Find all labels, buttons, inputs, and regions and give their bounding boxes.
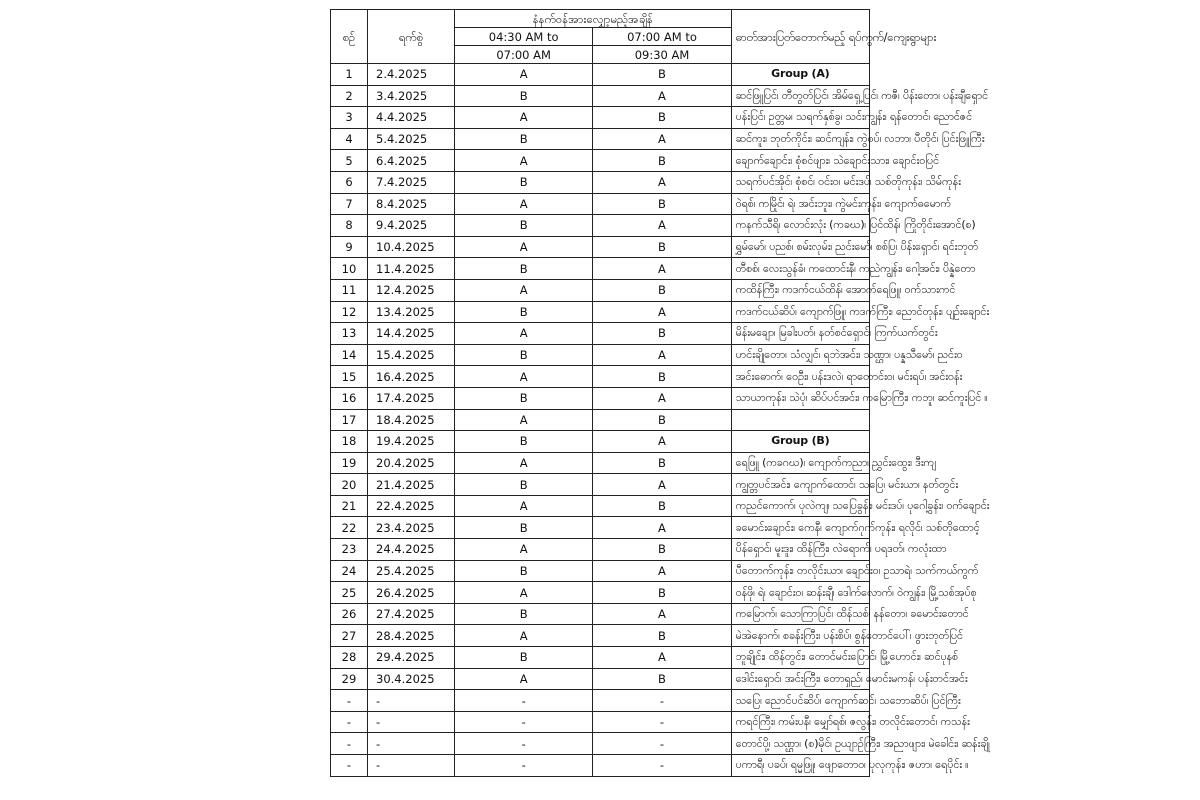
row-date-cell: -: [368, 690, 455, 712]
row-date-cell: 15.4.2025: [368, 344, 455, 366]
row-slot1-cell: A: [455, 64, 593, 86]
row-area-cell: ခမောင်းချောင်း၊ ကေနီ၊ ကျောက်ဂုက်ကုန်း၊ ရလိုင်၊ သစ်တိုထောင့်: [731, 517, 869, 539]
row-slot1-cell: A: [455, 236, 593, 258]
row-area-cell: Group (B): [731, 431, 869, 453]
table-row: [331, 107, 870, 129]
row-no-cell: 7: [331, 193, 368, 215]
row-no-cell: 3: [331, 107, 368, 129]
row-slot2-cell: B: [593, 64, 731, 86]
table-row: [331, 668, 870, 690]
row-slot1-cell: A: [455, 279, 593, 301]
row-slot1-cell: A: [455, 150, 593, 172]
header-no: စဉ်: [331, 10, 368, 64]
row-no-cell: 2: [331, 85, 368, 107]
row-slot1-cell: A: [455, 193, 593, 215]
row-area-cell: အင်းဓောက်၊ ဝေဦး၊ ပန်းဒလဲ၊ ရာတောင်းဝ၊ မင်းရပ်၊ အင်းဝန်း: [731, 366, 869, 388]
row-slot1-cell: B: [455, 85, 593, 107]
row-slot2-cell: -: [593, 733, 731, 755]
header-slot2-line2: 09:30 AM: [593, 46, 731, 64]
row-slot1-cell: A: [455, 625, 593, 647]
row-date-cell: 29.4.2025: [368, 647, 455, 669]
row-area-cell: ရေဖြူ (ကခဂဃ)၊ ကျောက်ကညာ၊ ညွှင်းထွေး၊ ဒီးကျ: [731, 452, 869, 474]
table-row: [331, 150, 870, 172]
row-no-cell: 15: [331, 366, 368, 388]
row-area-cell: သပြေ၊ ညောင်ပင်ဆိပ်၊ ကျောက်ဆင်၊ သဘောဆိပ်၊ ပြင်ကြီး: [731, 690, 869, 712]
row-date-cell: 3.4.2025: [368, 85, 455, 107]
row-area-cell: ပကာရီ၊ ပခပ်၊ ရမ္မဖြူ၊ ဖျောတောဝ၊ ပုလုကုန်း၊ ဇဟာ၊ ရေပိုင်း ။: [731, 755, 869, 777]
row-no-cell: 8: [331, 215, 368, 237]
row-date-cell: 8.4.2025: [368, 193, 455, 215]
row-date-cell: 18.4.2025: [368, 409, 455, 431]
document-page: [300, 0, 990, 800]
row-slot2-cell: B: [593, 668, 731, 690]
table-row: [331, 711, 870, 733]
table-row: [331, 215, 870, 237]
row-slot1-cell: B: [455, 215, 593, 237]
row-no-cell: 26: [331, 603, 368, 625]
row-slot2-cell: A: [593, 647, 731, 669]
row-date-cell: 13.4.2025: [368, 301, 455, 323]
row-area-cell: ဝဲရစ်၊ ကမြိုင်၊ ရဲ၊ အင်းဘူး၊ ကွဲမင်းကုန်း၊ ကျောက်ဓမောက်: [731, 193, 869, 215]
row-slot2-cell: B: [593, 409, 731, 431]
row-no-cell: 28: [331, 647, 368, 669]
row-no-cell: 12: [331, 301, 368, 323]
row-no-cell: 1: [331, 64, 368, 86]
row-date-cell: 2.4.2025: [368, 64, 455, 86]
row-slot1-cell: A: [455, 539, 593, 561]
row-date-cell: 11.4.2025: [368, 258, 455, 280]
row-slot1-cell: -: [455, 711, 593, 733]
row-slot1-cell: A: [455, 366, 593, 388]
row-slot2-cell: B: [593, 323, 731, 345]
row-date-cell: -: [368, 733, 455, 755]
row-slot1-cell: B: [455, 344, 593, 366]
row-slot2-cell: A: [593, 474, 731, 496]
row-date-cell: 9.4.2025: [368, 215, 455, 237]
row-no-cell: -: [331, 755, 368, 777]
row-area-cell: တီစစ်၊ လေးသွန်ခံ၊ ကထောင်းနီ၊ ကညဲကျွန်း၊ ဂေါ့အင်း၊ ပိန္နဲတော: [731, 258, 869, 280]
row-area-cell: ကျွတ္တပင်အင်း၊ ကျောက်ထောင်၊ သပြေ၊ မင်းယာ၊ နတ်တွင်း: [731, 474, 869, 496]
row-slot1-cell: A: [455, 495, 593, 517]
row-no-cell: -: [331, 690, 368, 712]
table-row: [331, 647, 870, 669]
row-slot1-cell: -: [455, 733, 593, 755]
row-no-cell: 22: [331, 517, 368, 539]
row-no-cell: 9: [331, 236, 368, 258]
row-no-cell: 13: [331, 323, 368, 345]
row-no-cell: 10: [331, 258, 368, 280]
row-area-cell: သာယာကုန်း၊ သဲပုံ၊ ဆိပ်ပင်အင်း၊ ကမြောကြီး၊ ကဘူ၊ ဆင်ကူးပြင် ။: [731, 387, 869, 409]
row-area-cell: ကထိန်ကြီး၊ ကဒက်ငယ်ထိန်၊ အောက်ရေဖြူ၊ ဝက်သားကင်: [731, 279, 869, 301]
row-no-cell: -: [331, 733, 368, 755]
row-slot1-cell: B: [455, 474, 593, 496]
row-slot2-cell: B: [593, 625, 731, 647]
row-slot1-cell: B: [455, 431, 593, 453]
row-date-cell: 24.4.2025: [368, 539, 455, 561]
row-slot1-cell: A: [455, 582, 593, 604]
row-no-cell: 5: [331, 150, 368, 172]
row-area-cell: ပီတောက်ကုန်း၊ တလိုင်းယာ၊ ချောင်းဝ၊ ဥသာရဲ၊ သက်ကယ်ကွက်: [731, 560, 869, 582]
row-slot2-cell: -: [593, 690, 731, 712]
row-area-cell: ကမြောက်၊ သောကြာပြင်၊ ထိန်သစ်၊ နန်တော၊ ခမောင်းတောင်: [731, 603, 869, 625]
table-row: [331, 344, 870, 366]
table-row: [331, 495, 870, 517]
table-row: [331, 193, 870, 215]
table-row: [331, 258, 870, 280]
row-date-cell: 28.4.2025: [368, 625, 455, 647]
row-slot1-cell: B: [455, 301, 593, 323]
row-date-cell: 17.4.2025: [368, 387, 455, 409]
row-slot2-cell: A: [593, 128, 731, 150]
table-row: [331, 733, 870, 755]
header-slot1-line2: 07:00 AM: [455, 46, 593, 64]
row-no-cell: 6: [331, 171, 368, 193]
row-area-cell: ပိန်ရှောင်၊ မူးဒူး၊ ထိန်ကြီး၊ လဲရောက်၊ ပရဒတ်၊ ကလုံးထာ: [731, 539, 869, 561]
row-area-cell: ကနက်သီရိ၊ လောင်းလုံး (ကခဃ)၊ ပြင်ထိန်၊ ကြိုတိုင်းအောင်(စ): [731, 215, 869, 237]
row-no-cell: -: [331, 711, 368, 733]
row-no-cell: 20: [331, 474, 368, 496]
table-row: [331, 690, 870, 712]
row-area-cell: သရက်ပင်အိုင်၊ စုံစင်၊ ဝင်းဝ၊ မင်းဒပ်၊ သစ်တိုကုန်း၊ သိမ်ကုန်း: [731, 171, 869, 193]
table-row: [331, 387, 870, 409]
row-no-cell: 23: [331, 539, 368, 561]
row-slot2-cell: A: [593, 215, 731, 237]
row-slot2-cell: -: [593, 711, 731, 733]
row-date-cell: 6.4.2025: [368, 150, 455, 172]
row-area-cell: ဆင်ဖြူပြင်၊ တီတွတ်ပြင်၊ အိမ်ရှေ့ပြင်၊ ကဇီ၊ ပိန်းတော၊ ပန်းချီရှောင်: [731, 85, 869, 107]
table-row: [331, 301, 870, 323]
row-no-cell: 25: [331, 582, 368, 604]
table-row: [331, 474, 870, 496]
row-slot1-cell: A: [455, 668, 593, 690]
row-date-cell: 16.4.2025: [368, 366, 455, 388]
row-date-cell: 25.4.2025: [368, 560, 455, 582]
row-area-cell: တောင်ပို့၊ သဏ္ဌာ၊ (စ)မိုင်၊ ဥယျာဉ်ကြီး၊ အညာဖျား၊ မဲခေါင်း၊ ဆန်းချို: [731, 733, 869, 755]
table-row: [331, 560, 870, 582]
row-date-cell: 30.4.2025: [368, 668, 455, 690]
row-no-cell: 17: [331, 409, 368, 431]
row-date-cell: 4.4.2025: [368, 107, 455, 129]
row-slot1-cell: -: [455, 755, 593, 777]
row-area-cell: ဘူချိုင်း၊ ထိန်တွင်း၊ တောင်မင်းပြောင်၊ မြို့ဟောင်း၊ ဆင်ပုနစ်: [731, 647, 869, 669]
row-date-cell: 19.4.2025: [368, 431, 455, 453]
row-slot2-cell: A: [593, 85, 731, 107]
row-slot2-cell: A: [593, 603, 731, 625]
row-slot2-cell: A: [593, 387, 731, 409]
row-area-cell: [731, 409, 869, 431]
row-slot1-cell: B: [455, 517, 593, 539]
row-slot2-cell: B: [593, 107, 731, 129]
row-slot2-cell: A: [593, 171, 731, 193]
row-slot2-cell: A: [593, 517, 731, 539]
header-slot1-line1: 04:30 AM to: [455, 28, 593, 46]
row-area-cell: ဟင်းချိုတော၊ သံလျှင်၊ ရဘဲအင်း၊ သဏ္ဌာ၊ ပန္နသီမော်၊ ညင်းဝ: [731, 344, 869, 366]
row-slot2-cell: B: [593, 452, 731, 474]
row-slot1-cell: A: [455, 323, 593, 345]
row-area-cell: ပန်းပြင်၊ ဥတ္တမ၊ သရက်နှစ်ခွ၊ သင်းကျွန်း၊ ရန်တောင်၊ ညောင်ဇင်: [731, 107, 869, 129]
row-area-cell: မိန်းမချော၊ မြခါးပတ်၊ နတ်စင်ရှောင်၊ ကြက်ယက်တွင်း: [731, 323, 869, 345]
row-date-cell: 20.4.2025: [368, 452, 455, 474]
table-row: [331, 171, 870, 193]
row-area-cell: ချောက်ချောင်း၊ စုံစင်ဖျား၊ သဲချောင်းသား၊ ချောင်းဝပြင်: [731, 150, 869, 172]
row-date-cell: 10.4.2025: [368, 236, 455, 258]
row-slot1-cell: B: [455, 387, 593, 409]
row-slot2-cell: B: [593, 539, 731, 561]
table-row: [331, 409, 870, 431]
row-date-cell: 22.4.2025: [368, 495, 455, 517]
row-date-cell: 7.4.2025: [368, 171, 455, 193]
row-area-cell: ကရင်ကြီး၊ ကမ်းပနီ၊ မျှော်ရစ်၊ ဇလွန်း၊ တလိုင်းတောင်၊ ကသန်း: [731, 711, 869, 733]
row-slot2-cell: B: [593, 150, 731, 172]
header-area: ဓာတ်အားပြတ်တောက်မည့် ရပ်ကွက်/ကျေးရွာများ: [731, 10, 869, 64]
row-no-cell: 14: [331, 344, 368, 366]
row-slot1-cell: B: [455, 647, 593, 669]
row-slot1-cell: -: [455, 690, 593, 712]
row-slot2-cell: B: [593, 236, 731, 258]
row-date-cell: 27.4.2025: [368, 603, 455, 625]
row-date-cell: 5.4.2025: [368, 128, 455, 150]
row-slot1-cell: A: [455, 107, 593, 129]
row-area-cell: ကဒက်ငယ်ဆိပ်၊ ကျောက်ဖြူ၊ ကဒက်ကြီး၊ ညောင်တုန်း၊ ပျဉ်းချောင်း: [731, 301, 869, 323]
table-row: [331, 85, 870, 107]
table-row: [331, 431, 870, 453]
table-row: [331, 625, 870, 647]
table-row: [331, 64, 870, 86]
row-slot1-cell: B: [455, 258, 593, 280]
row-slot1-cell: B: [455, 603, 593, 625]
table-row: [331, 279, 870, 301]
row-slot1-cell: B: [455, 171, 593, 193]
table-row: [331, 452, 870, 474]
row-no-cell: 18: [331, 431, 368, 453]
row-slot2-cell: A: [593, 301, 731, 323]
row-date-cell: 23.4.2025: [368, 517, 455, 539]
table-row: [331, 128, 870, 150]
power-cut-schedule-table: [330, 9, 990, 777]
row-no-cell: 24: [331, 560, 368, 582]
row-slot2-cell: B: [593, 279, 731, 301]
row-slot2-cell: A: [593, 258, 731, 280]
row-date-cell: 21.4.2025: [368, 474, 455, 496]
row-no-cell: 16: [331, 387, 368, 409]
row-area-cell: ရွှမ်မော်၊ ပညစ်၊ စမ်းလုမ်း၊ ညင်းမော်၊ စစ်ပြ၊ ပိန်းရှောင်၊ ရင်းဘုတ်: [731, 236, 869, 258]
row-no-cell: 21: [331, 495, 368, 517]
table-row: [331, 582, 870, 604]
row-date-cell: -: [368, 711, 455, 733]
row-area-cell: ကညင်ကောက်၊ ပုလဲကျ၊ သပြေခွန်း၊ မင်းဒပ်၊ ပုဂေါ့ခွန်း၊ ဝက်ချောင်း: [731, 495, 869, 517]
row-date-cell: 26.4.2025: [368, 582, 455, 604]
row-slot2-cell: B: [593, 582, 731, 604]
row-date-cell: 14.4.2025: [368, 323, 455, 345]
row-slot1-cell: A: [455, 452, 593, 474]
row-no-cell: 11: [331, 279, 368, 301]
row-slot2-cell: B: [593, 193, 731, 215]
header-schedule-group: နံနက်ဝန်အားလျှော့မည့်အချိန်: [455, 10, 732, 28]
table-row: [331, 236, 870, 258]
table-row: [331, 603, 870, 625]
row-slot1-cell: A: [455, 409, 593, 431]
row-slot1-cell: B: [455, 128, 593, 150]
row-slot2-cell: -: [593, 755, 731, 777]
row-slot2-cell: A: [593, 344, 731, 366]
table-row: [331, 755, 870, 777]
row-area-cell: ဒေါင်းရှောင်၊ အင်းကြီး၊ တောရှည်၊ မောင်းမကန်၊ ပန်းတင်အင်း: [731, 668, 869, 690]
row-slot2-cell: B: [593, 495, 731, 517]
row-area-cell: Group (A): [731, 64, 869, 86]
table-row: [331, 323, 870, 345]
header-date: ရက်စွဲ: [368, 10, 455, 64]
header-slot2-line1: 07:00 AM to: [593, 28, 731, 46]
header-row-top: [331, 10, 870, 28]
row-no-cell: 4: [331, 128, 368, 150]
row-area-cell: မဲအဲနောက်၊ စခန်းကြီး၊ ပန်းစိပ်၊ စွန်တောင်ပေါ်၊ ဖွားဘုတ်ပြင်: [731, 625, 869, 647]
row-date-cell: 12.4.2025: [368, 279, 455, 301]
row-area-cell: ဝန်ဖို၊ ရဲ၊ ချောင်းဝ၊ ဆန်းချီ၊ ဒေါက်လောက်၊ ဝဲကျွန်း၊ မြို့သစ်အုပ်စု: [731, 582, 869, 604]
row-no-cell: 27: [331, 625, 368, 647]
row-no-cell: 29: [331, 668, 368, 690]
row-no-cell: 19: [331, 452, 368, 474]
row-slot2-cell: A: [593, 560, 731, 582]
row-slot1-cell: B: [455, 560, 593, 582]
row-date-cell: -: [368, 755, 455, 777]
table-row: [331, 517, 870, 539]
row-area-cell: ဆင်ကူး၊ ဘုတ်ကိုင်း၊ ဆင်ကျန်း၊ ကွဲစပ်၊ လဘာ၊ ပီတိုင်၊ ပြင်းဖြူကြီး: [731, 128, 869, 150]
row-slot2-cell: A: [593, 431, 731, 453]
table-row: [331, 366, 870, 388]
table-row: [331, 539, 870, 561]
row-slot2-cell: B: [593, 366, 731, 388]
